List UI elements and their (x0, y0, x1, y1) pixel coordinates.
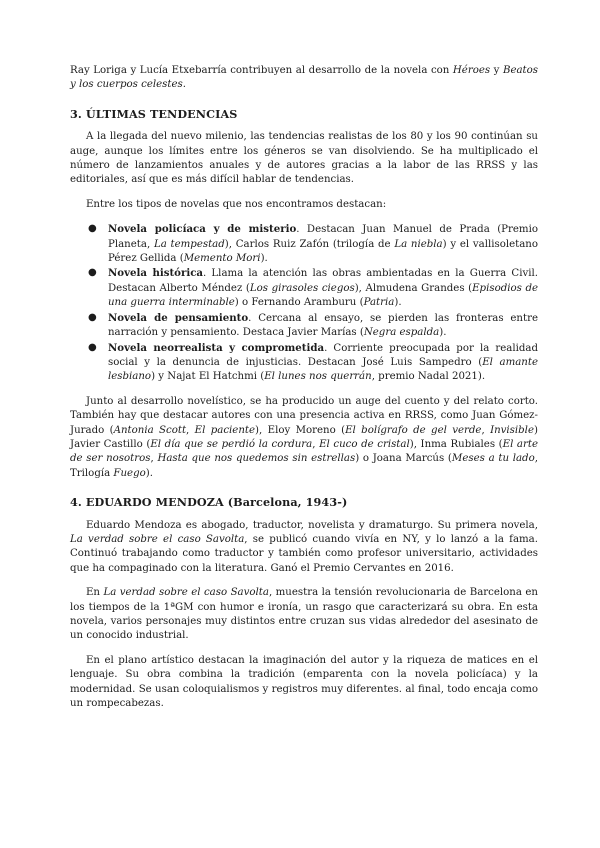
text-run: En (86, 587, 104, 599)
book-title: El amante lesbiano (108, 356, 538, 383)
book-title: Héroes (452, 65, 491, 76)
bullet-icon: ● (88, 267, 97, 279)
text-run: . Corriente preocupada por la realidad social y la denuncia de injusticias. Destacan José Luis Sampedro ( (108, 342, 538, 368)
item-title: Novela policíaca y de misterio (108, 223, 297, 236)
book-title: Fuego (113, 467, 146, 479)
text-run: , (312, 438, 320, 450)
book-title: El bolígrafo de gel verde (345, 424, 482, 436)
text-run: Eduardo Mendoza es abogado, traductor, novelista y dramaturgo. Su primera novela, (86, 519, 538, 531)
list-item (70, 341, 538, 385)
text-run: , se publicó cuando vivía en NY, y lo lanzó a la fama. Continuó trabajando como traductor y también como profesor universitario, actividades que ha compaginado con la literatura. Ganó el Premio Cervantes en 2016. (70, 533, 538, 574)
text-run: , muestra la tensión revolucionaria de Barcelona en los tiempos de la 1ªGM con humor e ironía, un rasgo que caracterizará su obra. En esta novela, varios personajes muy distintos entre cruzan sus vidas alrededor del asesinato de un conocido industrial. (70, 587, 538, 642)
book-title: La verdad sobre el caso Savolta (70, 533, 245, 545)
text-run: , Trilogía (70, 453, 538, 479)
bullet-icon: ● (88, 311, 97, 323)
list-item (70, 311, 538, 341)
text-run: ). (260, 253, 268, 265)
list-item (70, 222, 538, 266)
text-run: ) Javier Castillo ( (70, 424, 538, 450)
book-title: El día que se perdió la cordura (150, 438, 313, 450)
book-title: El cuco de cristal (319, 438, 410, 450)
text-run: ) o Joana Marcús ( (355, 453, 452, 465)
text-run: . Llama la atención las obras ambientadas en la Guerra Civil. Destacan Alberto Méndez ( (108, 268, 538, 294)
item-title: Novela de pensamiento (108, 311, 249, 324)
text-run: ), Eloy Moreno ( (255, 424, 346, 436)
book-title: Memento Mori (183, 253, 261, 265)
text-run: . (182, 79, 186, 91)
text-run: ) y Najat El Hatchmi ( (151, 371, 265, 383)
section-3-heading: 3. ÚLTIMAS TENDENCIAS (70, 106, 238, 121)
book-title: Episodios de una guerra interminable (108, 282, 538, 309)
section-3-paragraph-2: Entre los tipos de novelas que nos encontramos destacan: (86, 198, 387, 210)
text-run: ). (439, 327, 447, 339)
book-title: La verdad sobre el caso Savolta (103, 587, 269, 599)
list-item (70, 266, 538, 310)
item-title: Novela histórica (108, 267, 204, 280)
book-title: El paciente (194, 424, 256, 436)
book-title: El lunes nos querrán (264, 371, 372, 383)
novel-types-list (70, 222, 538, 384)
section-4-paragraph-2 (70, 586, 538, 644)
book-title: Beatos y los cuerpos celestes (70, 65, 538, 91)
intro-paragraph (70, 64, 538, 93)
book-title: Negra espalda (363, 327, 440, 339)
text-run: , (186, 424, 195, 436)
book-title: Antonia Scott (113, 424, 187, 436)
text-run: ), Carlos Ruiz Zafón (trilogía de (224, 238, 395, 250)
section-4-paragraph-1 (70, 519, 538, 577)
text-run: ) y el vallisoletano Pérez Gellida ( (108, 238, 539, 265)
text-run: ), Inma Rubiales ( (409, 438, 503, 450)
text-run: . Destacan Juan Manuel de Prada (Premio Planeta, (108, 224, 538, 250)
text-run: ). (145, 467, 153, 479)
text-run: . Cercana al ensayo, se pierden las fronteras entre narración y pensamiento. Destaca Javier Marías ( (108, 312, 538, 339)
text-run: ), Almudena Grandes ( (354, 282, 473, 294)
text-run: , (481, 424, 491, 436)
book-title: Los girasoles ciegos (249, 282, 355, 294)
text-run: Ray Loriga y Lucía Etxebarría contribuyen al desarrollo de la novela con (70, 65, 453, 76)
text-run: y (490, 65, 503, 76)
text-run: ). (394, 297, 402, 309)
section-3-paragraph-3 (70, 395, 538, 481)
text-run: Junto al desarrollo novelístico, se ha producido un auge del cuento y del relato corto. También hay que destacar autores con una presencia activa en RRSS, como Juan Gómez-Jurado ( (70, 395, 538, 436)
bullet-icon: ● (88, 341, 97, 353)
item-title: Novela neorrealista y comprometida (108, 341, 325, 354)
book-title: Invisible (490, 424, 534, 436)
book-title: Patria (363, 297, 395, 309)
section-4-heading: 4. EDUARDO MENDOZA (Barcelona, 1943-) (70, 495, 348, 510)
book-title: Meses a tu lado (451, 453, 535, 465)
text-run: , (150, 453, 158, 465)
section-3-paragraph-1: A la llegada del nuevo milenio, las tendencias realistas de los 80 y los 90 continúan su auge, aunque los límites entre los géneros se van disolviendo. Se ha multiplicado el número de lanzamientos anuales y de autores gracias a la labor de las RRSS y las editoriales, así que es más difícil hablar de tendencias. (70, 131, 538, 186)
book-title: El arte de ser nosotros (70, 438, 538, 465)
book-title: Hasta que nos quedemos sin estrellas (157, 453, 356, 465)
section-4-paragraph-3: En el plano artístico destacan la imaginación del autor y la riqueza de matices en el lenguaje. Su obra combina la tradición (emparenta con la novela policíaca) y la modernidad. Se usan coloquialismos y registros muy diferentes. al final, todo encaja como un rompecabezas. (70, 654, 538, 710)
book-title: La niebla (394, 238, 443, 250)
bullet-icon: ● (88, 223, 97, 235)
text-run: ) o Fernando Aramburu ( (234, 297, 364, 309)
text-run: , premio Nadal 2021). (371, 371, 486, 383)
book-title: La tempestad (153, 238, 225, 250)
